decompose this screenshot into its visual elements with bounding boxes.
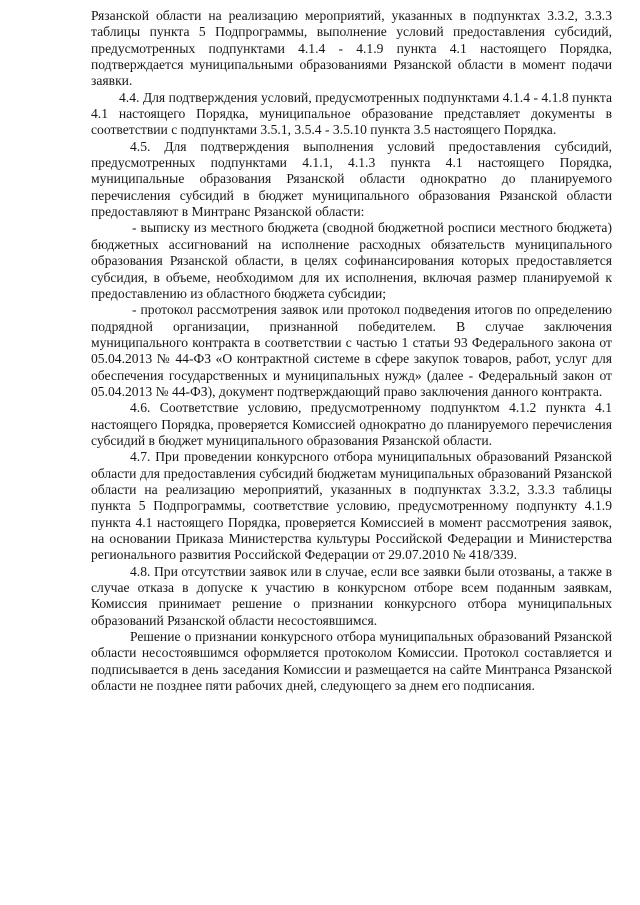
paragraph-decision: Решение о признании конкурсного отбора муниципальных образований Рязанской области несостоявшимся оформляется протоколом Комиссии. Протокол составляется и подписывается в день заседания Комиссии и размещается на сайте Минтранса Рязанской области не позднее пяти рабочих дней, следующего за днем его подписания. xyxy=(91,629,612,694)
document-page xyxy=(91,8,612,694)
paragraph-continuation: Рязанской области на реализацию мероприятий, указанных в подпунктах 3.3.2, 3.3.3 таблицы пункта 5 Подпрограммы, выполнение условий предоставления субсидий, предусмотренных подпунктами 4.1.4 - 4.1.9 пункта 4.1 настоящего Порядка, подтверждается муниципальными образованиями Рязанской области в момент подачи заявки. xyxy=(91,8,612,89)
paragraph-4-4: 4.4. Для подтверждения условий, предусмотренных подпунктами 4.1.4 - 4.1.8 пункта 4.1 настоящего Порядка, муниципальное образование представляет документы в соответствии с подпунктами 3.5.1, 3.5.4 - 3.5.10 пункта 3.5 настоящего Порядка. xyxy=(91,89,612,138)
paragraph-4-8: 4.8. При отсутствии заявок или в случае, если все заявки были отозваны, а также в случае отказа в допуске к участию в конкурсном отборе всем поданным заявкам, Комиссия принимает решение о признании конкурсного отбора муниципальных образований Рязанской области несостоявшимся. xyxy=(91,563,612,628)
paragraph-4-6: 4.6. Соответствие условию, предусмотренному подпунктом 4.1.2 пункта 4.1 настоящего Порядка, проверяется Комиссией однократно до планируемого перечисления субсидий в бюджет муниципального образования Рязанской области. xyxy=(91,400,612,448)
list-item-protocol: - протокол рассмотрения заявок или протокол подведения итогов по определению подрядной организации, признанной победителем. В случае заключения муниципального контракта в соответствии с частью 1 статьи 93 Федерального закона от 05.04.2013 № 44-ФЗ «О контрактной системе в сфере закупок товаров, работ, услуг для обеспечения государственных и муниципальных нужд» (далее - Федеральный закон от 05.04.2013 № 44-ФЗ), документ подтверждающий право заключения данного контракта. xyxy=(91,302,612,399)
list-item-budget-extract: - выписку из местного бюджета (сводной бюджетной росписи местного бюджета) бюджетных ассигнований на исполнение расходных обязательств муниципального образования Рязанской области, в целях софинансирования которых предоставляется субсидия, в объеме, необходимом для их исполнения, включая размер планируемой к предоставлению из областного бюджета субсидии; xyxy=(91,220,612,301)
paragraph-4-7: 4.7. При проведении конкурсного отбора муниципальных образований Рязанской области для предоставления субсидий бюджетам муниципальных образований Рязанской области на реализацию мероприятий, указанных в подпунктах 3.3.2, 3.3.3 таблицы пункта 5 Подпрограммы, соответствие условию, предусмотренному подпункту 4.1.9 пункта 4.1 настоящего Порядка, проверяется Комиссией в момент рассмотрения заявок, на основании Приказа Министерства культуры Российской Федерации и Министерства регионального развития Российской Федерации от 29.07.2010 № 418/339. xyxy=(91,449,612,563)
paragraph-4-5: 4.5. Для подтверждения выполнения условий предоставления субсидий, предусмотренных подпунктами 4.1.1, 4.1.3 пункта 4.1 настоящего Порядка, муниципальные образования Рязанской области однократно до планируемого перечисления субсидий в бюджет муниципального образования Рязанской области предоставляют в Минтранс Рязанской области: xyxy=(91,138,612,220)
